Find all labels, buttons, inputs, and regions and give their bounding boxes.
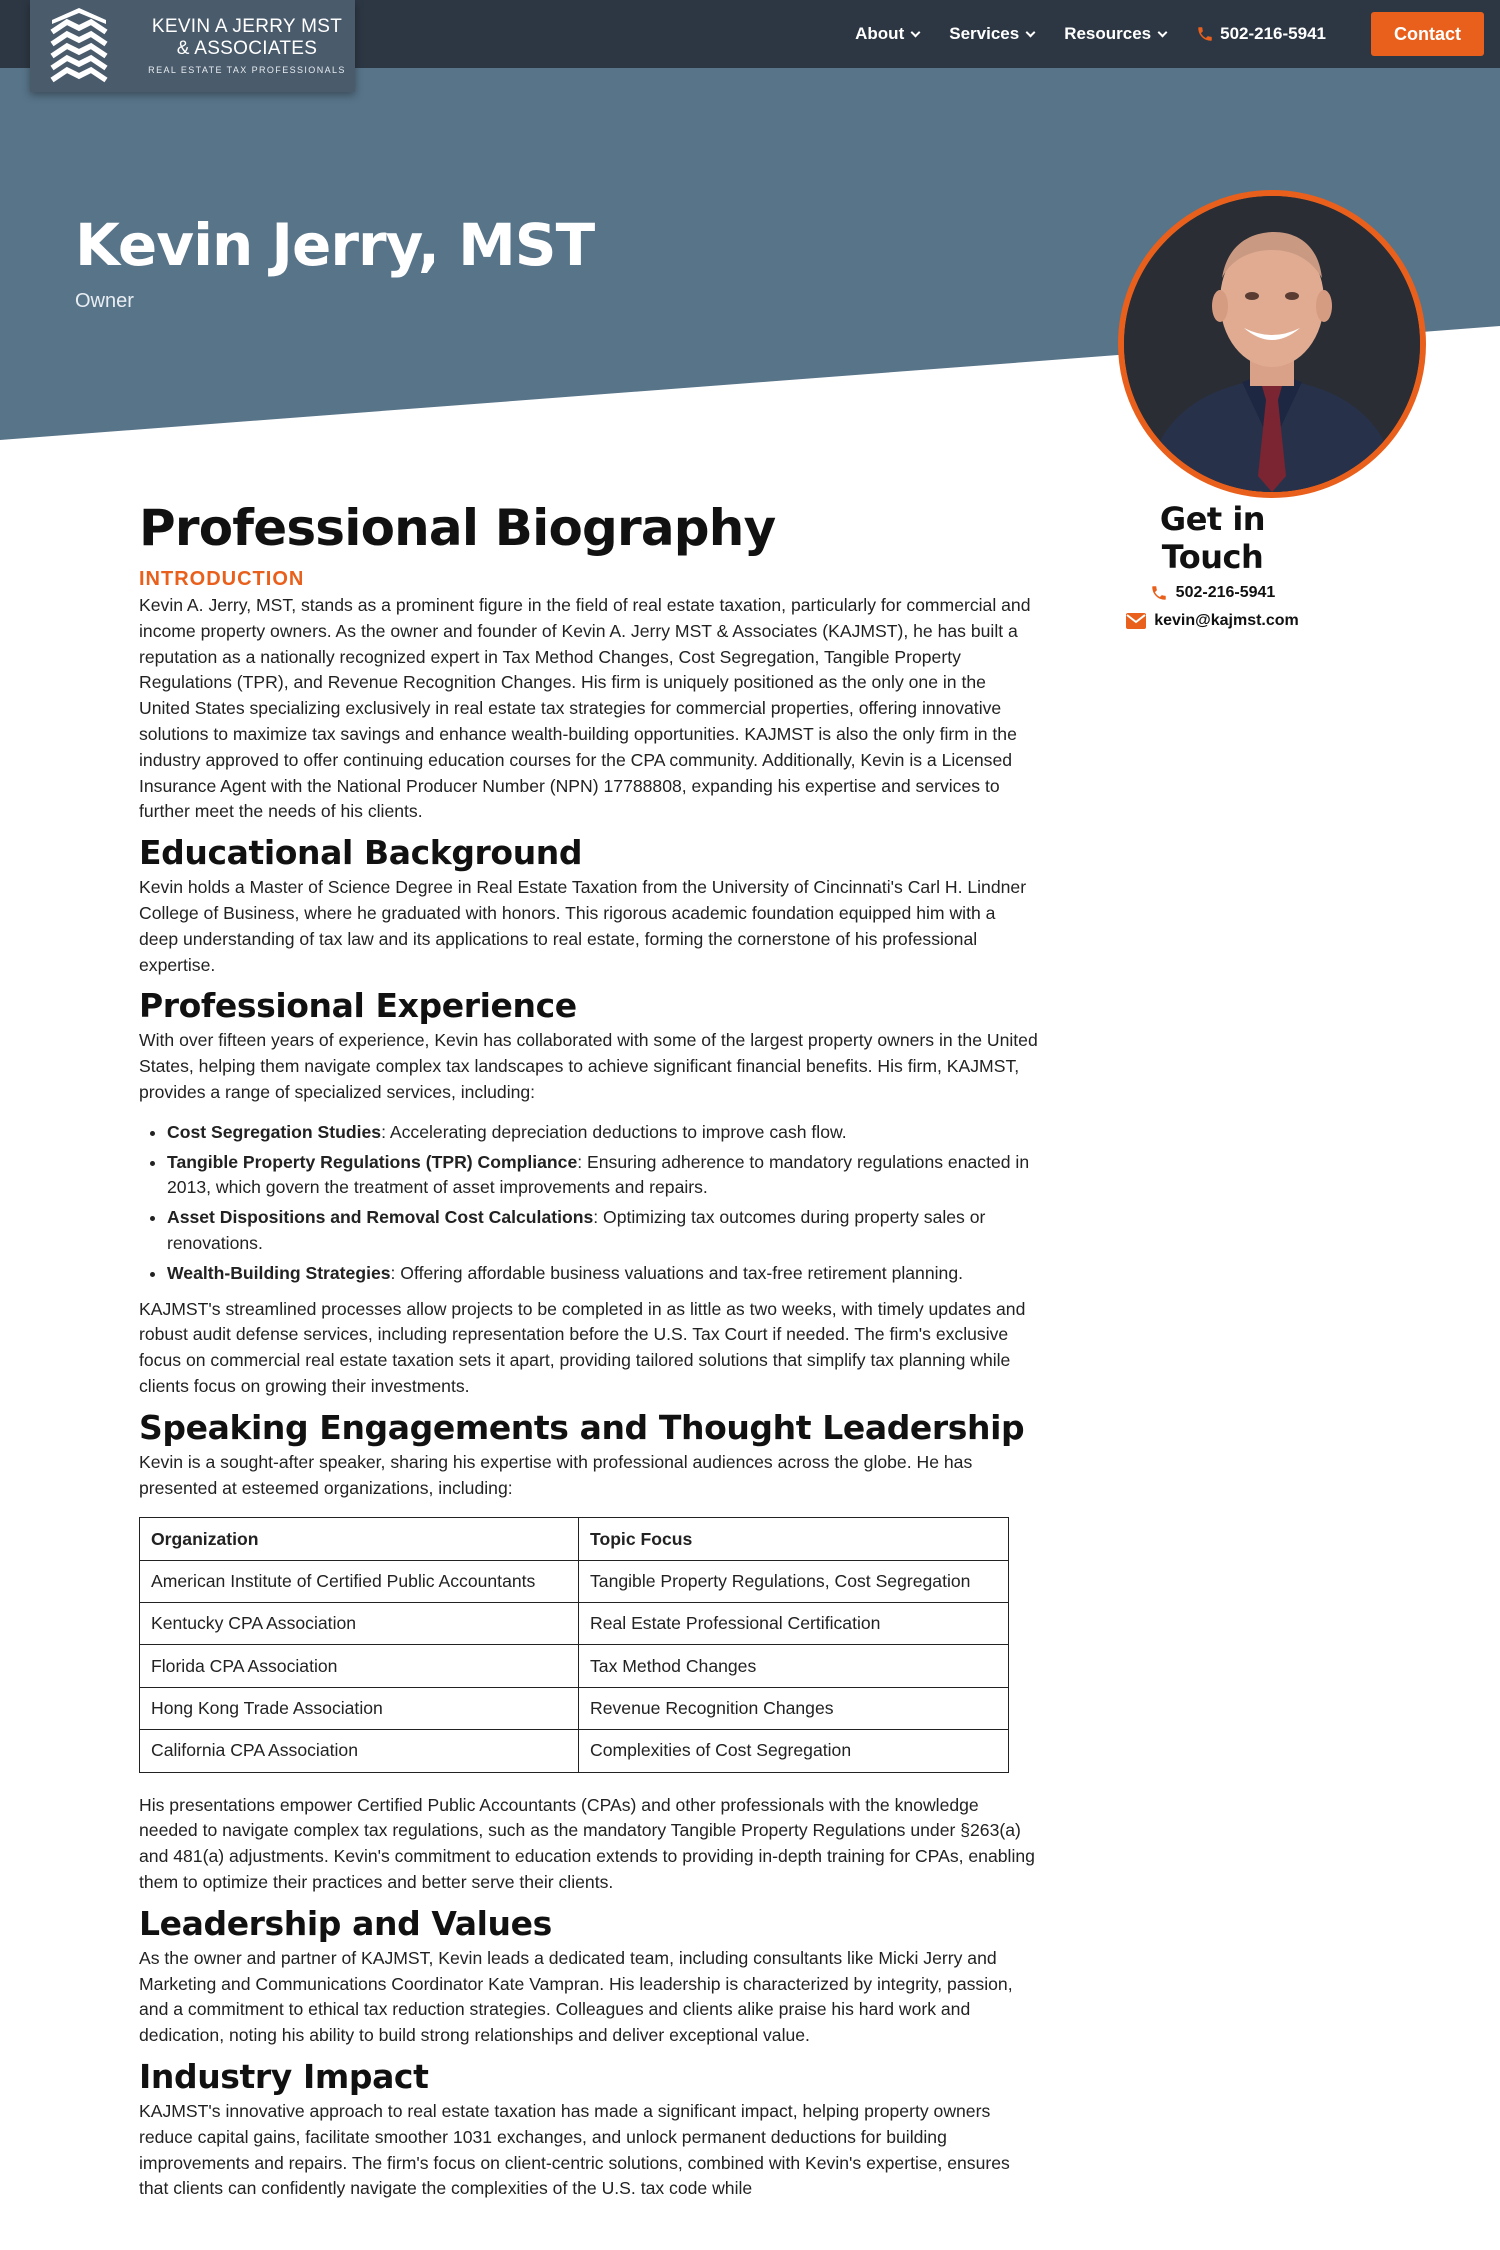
get-in-touch-sidebar	[1110, 500, 1315, 630]
nav-item-label: Resources	[1064, 24, 1152, 43]
service-name: Wealth-Building Strategies	[167, 1262, 391, 1283]
experience-heading: Professional Experience	[139, 986, 577, 1026]
list-item	[167, 1261, 1039, 1287]
table-cell: Florida CPA Association	[140, 1645, 579, 1687]
logo-line-2: & ASSOCIATES	[176, 38, 318, 59]
service-desc: : Accelerating depreciation deductions to improve cash flow.	[381, 1121, 847, 1142]
service-name: Asset Dispositions and Removal Cost Calculations	[167, 1207, 594, 1228]
logo-tagline: REAL ESTATE TAX PROFESSIONALS	[148, 65, 346, 75]
service-name: Tangible Property Regulations (TPR) Compliance	[167, 1151, 578, 1172]
hero-name: Kevin Jerry, MST	[75, 211, 595, 279]
nav-item-label: Services	[949, 24, 1020, 43]
table-cell: Complexities of Cost Segregation	[579, 1730, 1009, 1772]
hero-role: Owner	[75, 290, 134, 312]
list-item	[167, 1120, 1039, 1146]
table-cell: American Institute of Certified Public Accountants	[140, 1560, 579, 1602]
main-nav	[855, 12, 1484, 56]
table-cell: Hong Kong Trade Association	[140, 1687, 579, 1729]
portrait-illustration	[1124, 196, 1420, 492]
nav-item-resources[interactable]	[1064, 24, 1166, 44]
list-item	[167, 1205, 1039, 1257]
hero-banner	[0, 68, 1500, 443]
speaking-followup-paragraph: His presentations empower Certified Public Accountants (CPAs) and other professionals with the knowledge needed to navigate complex tax regulations, such as the mandatory Tangible Property Regulations under §263(a) and 481(a) adjustments. Kevin's commitment to education extends to providing in-depth training for CPAs, enabling them to optimize their practices and better serve their clients.	[139, 1794, 1035, 1893]
sidebar-email: kevin@kajmst.com	[1154, 612, 1299, 629]
table-header: Organization	[140, 1518, 579, 1560]
building-logo-icon	[48, 8, 110, 84]
experience-followup-paragraph: KAJMST's streamlined processes allow projects to be completed in as little as two weeks, with timely updates and robust audit defense services, including representation before the U.S. Tax Court if needed. The firm's exclusive focus on commercial real estate taxation sets it apart, providing tailored solutions that simplify tax planning while clients focus on growing their investments.	[139, 1298, 1026, 1396]
table-row	[140, 1645, 1009, 1687]
intro-paragraph: Kevin A. Jerry, MST, stands as a prominent figure in the field of real estate taxation, particularly for commercial and income property owners. As the owner and founder of Kevin A. Jerry MST & Associates (KAJMST), he has built a reputation as a nationally recognized expert in Tax Method Changes, Cost Segregation, Tangible Property Regulations (TPR), and Revenue Recognition Changes. His firm is uniquely positioned as the only one in the United States specializing exclusively in real estate tax strategies for commercial properties, offering innovative solutions to maximize tax savings and enhance wealth-building opportunities. KAJMST is also the only firm in the industry approved to offer continuing education courses for the CPA community. Additionally, Kevin is a Licensed Insurance Agent with the National Producer Number (NPN) 17788808, expanding his expertise and services to further meet the needs of his clients.	[139, 595, 1031, 822]
nav-phone-link[interactable]	[1196, 24, 1326, 44]
sidebar-email-link[interactable]	[1110, 612, 1315, 630]
service-desc: : Ensuring adherence to mandatory regulations enacted in 2013, which govern the treatment of asset improvements and repairs.	[167, 1151, 1030, 1198]
table-cell: Revenue Recognition Changes	[579, 1687, 1009, 1729]
nav-item-about[interactable]	[855, 24, 919, 44]
speaking-paragraph: Kevin is a sought-after speaker, sharing his expertise with professional audiences across the globe. He has presented at esteemed organizations, including:	[139, 1451, 973, 1498]
contact-button[interactable]: Contact	[1371, 12, 1484, 56]
nav-phone-number: 502-216-5941	[1220, 24, 1326, 43]
impact-heading: Industry Impact	[139, 2057, 429, 2097]
education-paragraph: Kevin holds a Master of Science Degree in Real Estate Taxation from the University of Cincinnati's Carl H. Lindner College of Business, where he graduated with honors. This rigorous academic foundation equipped him with a deep understanding of tax law and its applications to real estate, forming the cornerstone of his professional expertise.	[139, 877, 1027, 975]
speaking-engagements-table	[139, 1517, 1009, 1772]
table-row	[140, 1603, 1009, 1645]
impact-paragraph: KAJMST's innovative approach to real estate taxation has made a significant impact, helping property owners reduce capital gains, facilitate smoother 1031 exchanges, and unlock permanent deductions for building improvements and repairs. The firm's focus on client-centric solutions, combined with Kevin's expertise, ensures that clients can confidently navigate the complexities of the U.S. tax code while	[139, 2101, 1010, 2199]
table-cell: Tax Method Changes	[579, 1645, 1009, 1687]
sidebar-phone-number: 502-216-5941	[1175, 584, 1276, 601]
intro-label: INTRODUCTION	[139, 568, 305, 590]
table-row	[140, 1687, 1009, 1729]
education-heading: Educational Background	[139, 833, 583, 873]
page-title: Professional Biography	[139, 499, 776, 557]
biography-content	[139, 500, 1039, 2202]
sidebar-phone-link[interactable]	[1110, 584, 1315, 602]
table-header: Topic Focus	[579, 1518, 1009, 1560]
logo-line-1: KEVIN A JERRY MST	[151, 16, 343, 37]
service-desc: : Optimizing tax outcomes during property sales or renovations.	[167, 1207, 986, 1253]
chevron-down-icon	[1158, 27, 1168, 37]
table-cell: Real Estate Professional Certification	[579, 1603, 1009, 1645]
chevron-down-icon	[911, 27, 921, 37]
phone-icon	[1150, 584, 1168, 602]
services-list	[167, 1120, 1039, 1287]
nav-item-services[interactable]	[949, 24, 1034, 44]
table-row	[140, 1730, 1009, 1772]
table-row	[140, 1560, 1009, 1602]
table-cell: Tangible Property Regulations, Cost Segregation	[579, 1560, 1009, 1602]
leadership-paragraph: As the owner and partner of KAJMST, Kevin leads a dedicated team, including consultants like Micki Jerry and Marketing and Communications Coordinator Kate Vampran. His leadership is characterized by integrity, passion, and a commitment to ethical tax reduction strategies. Colleagues and clients alike praise his hard work and dedication, noting his ability to build strong relationships and deliver exceptional value.	[139, 1947, 1013, 2046]
speaking-heading: Speaking Engagements and Thought Leadership	[139, 1407, 1025, 1447]
service-name: Cost Segregation Studies	[167, 1121, 382, 1142]
email-icon	[1126, 613, 1146, 629]
table-cell: Kentucky CPA Association	[140, 1603, 579, 1645]
list-item	[167, 1150, 1039, 1202]
logo-wordmark	[147, 16, 347, 75]
phone-icon	[1196, 25, 1214, 43]
service-desc: : Offering affordable business valuations and tax-free retirement planning.	[390, 1262, 963, 1283]
experience-paragraph: With over fifteen years of experience, Kevin has collaborated with some of the largest property owners in the United States, helping them navigate complex tax landscapes to achieve significant financial benefits. His firm, KAJMST, provides a range of specialized services, including:	[139, 1030, 1038, 1102]
chevron-down-icon	[1026, 27, 1036, 37]
leadership-heading: Leadership and Values	[139, 1903, 552, 1943]
table-header-row	[140, 1518, 1009, 1560]
logo[interactable]	[30, 0, 355, 92]
profile-photo	[1118, 190, 1426, 498]
table-cell: California CPA Association	[140, 1730, 579, 1772]
nav-item-label: About	[855, 24, 905, 43]
sidebar-title: Get in Touch	[1159, 500, 1266, 576]
